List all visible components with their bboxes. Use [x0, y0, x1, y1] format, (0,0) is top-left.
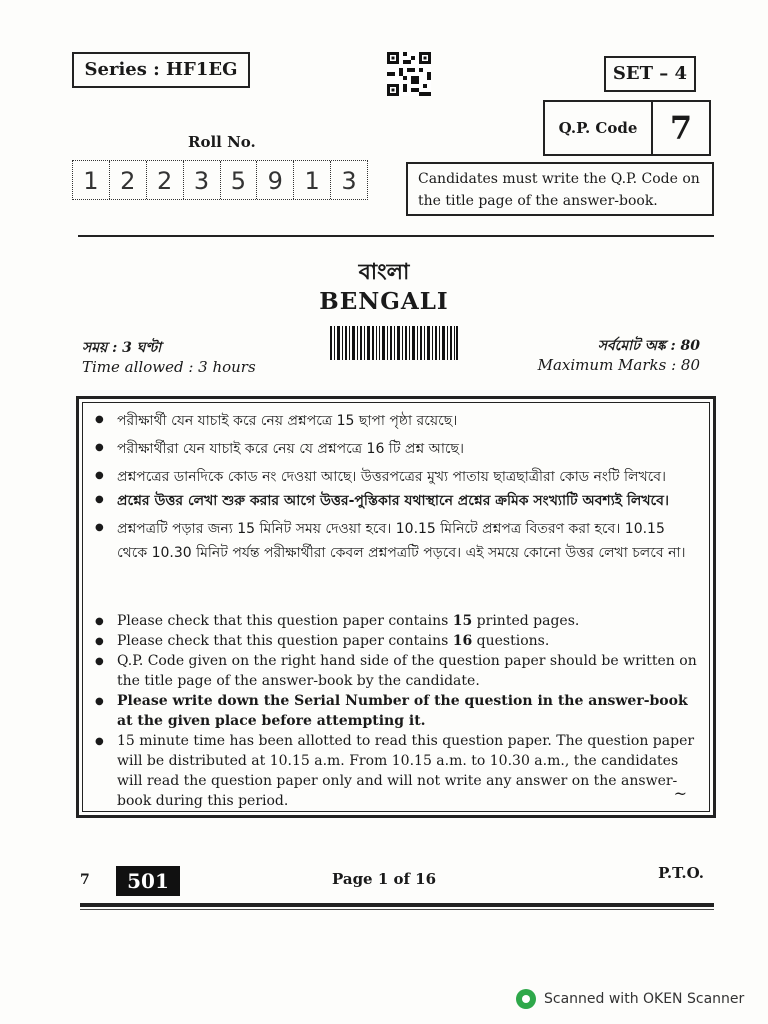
- instruction-item: ● 15 minute time has been allotted to read this question paper. The question paper will be distributed at 10.15 a.m. From 10.15 a.m. to 10.30 a.m., the candidates will read the question paper only and will not write any answer on the answer-book during this period.: [95, 731, 699, 811]
- scanner-text: Scanned with OKEN Scanner: [544, 991, 745, 1007]
- pto-label: P.T.O.: [658, 864, 704, 882]
- roll-no-label: Roll No.: [188, 133, 256, 151]
- instructions-english: [95, 611, 699, 811]
- footer-code: 7: [80, 872, 90, 888]
- paper-code-badge: 501: [116, 866, 180, 896]
- qp-code-value: 7: [669, 109, 693, 147]
- scanner-watermark: [516, 989, 744, 1009]
- roll-digit: 9: [257, 161, 294, 199]
- instruction-item: ● পরীক্ষার্থীরা যেন যাচাই করে নেয় যে প্রশ্নপত্রে 16 টি প্রশ্ন আছে।: [95, 437, 699, 461]
- roll-digit: 2: [110, 161, 147, 199]
- divider: [78, 235, 714, 237]
- qp-code-box: [543, 100, 711, 156]
- max-marks: Maximum Marks : 80: [537, 356, 700, 374]
- instruction-item: ● Q.P. Code given on the right hand side of the question paper should be written on the title page of the answer-book by the candidate.: [95, 651, 699, 691]
- instruction-item: ● প্রশ্নপত্রটি পড়ার জন্য 15 মিনিট সময় দেওয়া হবে। 10.15 মিনিটে প্রশ্নপত্র বিতরণ করা হবে। 10.15 থেকে 10.30 মিনিট পর্যন্ত পরীক্ষার্থীরা কেবল প্রশ্নপত্রটি পড়বে। এই সময়ে কোনো উত্তর লেখা চলবে না।: [95, 517, 699, 565]
- roll-digit: 5: [221, 161, 258, 199]
- subject-title-bengali: বাংলা: [358, 259, 410, 285]
- time-allowed: Time allowed : 3 hours: [82, 358, 256, 376]
- barcode-icon: [330, 326, 458, 360]
- time-allowed-bengali: সময় : 3 ঘণ্টা: [82, 340, 162, 356]
- instructions-box: [76, 396, 716, 818]
- max-marks-bengali: সর্বমোট অঙ্ক : 80: [597, 338, 700, 354]
- instructions-bengali: [95, 409, 699, 569]
- roll-digit: 1: [294, 161, 331, 199]
- page-number: Page 1 of 16: [331, 870, 437, 888]
- qr-code-icon: [387, 52, 431, 96]
- instruction-item: ● প্রশ্নের উত্তর লেখা শুরু করার আগে উত্তর-পুস্তিকার যথাস্থানে প্রশ্নের ক্রমিক সংখ্যাটি অবশ্যই লিখবে।: [95, 489, 699, 513]
- instruction-item: ● Please check that this question paper contains 16 questions.: [95, 631, 699, 651]
- instructions-inner-border: [82, 402, 710, 812]
- roll-digit: 3: [341, 167, 357, 195]
- tilde-mark: ~: [673, 784, 687, 803]
- roll-no-grid: [72, 160, 368, 200]
- roll-digit: 3: [184, 161, 221, 199]
- footer-divider-thin: [80, 909, 714, 910]
- instruction-item: ● প্রশ্নপত্রের ডানদিকে কোড নং দেওয়া আছে। উত্তরপত্রের মুখ্য পাতায় ছাত্রছাত্রীরা কোড নংটি লিখবে।: [95, 465, 699, 489]
- instruction-item: ● Please check that this question paper contains 15 printed pages.: [95, 611, 699, 631]
- scanner-logo-icon: [516, 989, 536, 1009]
- series-box: Series : HF1EG: [72, 52, 250, 88]
- roll-digit: 2: [147, 161, 184, 199]
- set-box: SET – 4: [604, 56, 696, 92]
- candidate-note: Candidates must write the Q.P. Code on the title page of the answer-book.: [406, 162, 714, 216]
- subject-title-english: BENGALI: [319, 288, 449, 315]
- qp-code-label: Q.P. Code: [545, 102, 653, 154]
- footer-divider: [80, 903, 714, 907]
- instruction-item: ● পরীক্ষার্থী যেন যাচাই করে নেয় প্রশ্নপত্রে 15 ছাপা পৃষ্ঠা রয়েছে।: [95, 409, 699, 433]
- instruction-item: ● Please write down the Serial Number of the question in the answer-book at the given place before attempting it.: [95, 691, 699, 731]
- roll-digit: 1: [73, 161, 110, 199]
